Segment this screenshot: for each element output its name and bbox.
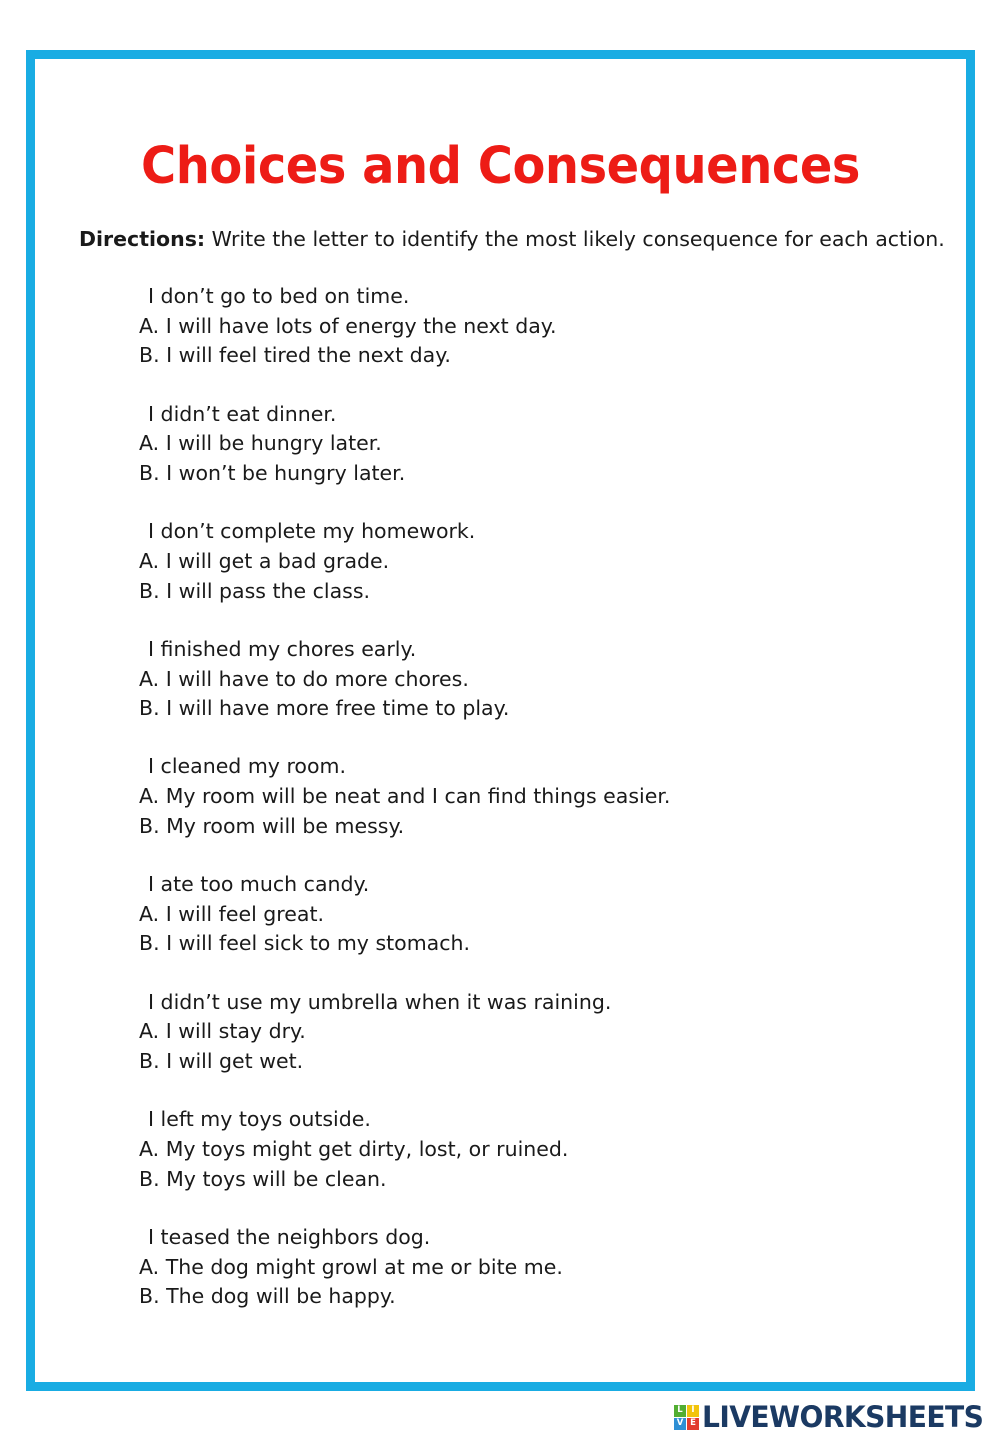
answer-option[interactable] — [139, 900, 946, 930]
answer-option[interactable] — [139, 341, 946, 371]
question-prompt: I left my toys outside. — [148, 1107, 371, 1132]
question-block — [139, 1223, 946, 1312]
liveworksheets-logo — [674, 1397, 992, 1437]
option-text: I will stay dry. — [159, 1019, 306, 1044]
answer-option[interactable] — [139, 1282, 946, 1312]
answer-option[interactable] — [139, 1135, 946, 1165]
option-text: I will have to do more chores. — [159, 666, 469, 691]
option-text: My room will be messy. — [159, 813, 405, 838]
option-letter: A. — [139, 784, 160, 809]
question-prompt: I didn’t eat dinner. — [148, 401, 337, 426]
answer-option[interactable] — [139, 782, 946, 812]
option-text: I will have more free time to play. — [159, 696, 510, 721]
option-letter: B. — [139, 578, 160, 603]
option-letter: A. — [139, 901, 160, 926]
question-block — [139, 870, 946, 959]
question-prompt: I don’t go to bed on time. — [148, 284, 410, 308]
option-letter: A. — [139, 431, 160, 456]
question-prompt: I cleaned my room. — [148, 754, 347, 779]
option-text: I will feel tired the next day. — [159, 343, 451, 368]
option-text: The dog might growl at me or bite me. — [159, 1254, 563, 1279]
logo-cell-v: V — [674, 1418, 686, 1430]
answer-option[interactable] — [139, 312, 946, 342]
option-text: I won’t be hungry later. — [159, 461, 406, 486]
directions-text: Write the letter to identify the most likely consequence for each action. — [205, 227, 945, 251]
answer-option[interactable] — [139, 577, 946, 607]
question-block — [139, 517, 946, 606]
logo-cell-l: L — [674, 1405, 686, 1417]
answer-option[interactable] — [139, 1165, 946, 1195]
option-letter: B. — [139, 1166, 160, 1191]
liveworksheets-wordmark: LIVEWORKSHEETS — [701, 1399, 984, 1434]
option-letter: A. — [139, 1136, 160, 1161]
option-letter: B. — [139, 813, 160, 838]
question-block — [139, 988, 946, 1077]
liveworksheets-mark-icon — [674, 1405, 699, 1430]
answer-option[interactable] — [139, 459, 946, 489]
answer-option[interactable] — [139, 665, 946, 695]
worksheet-frame — [26, 50, 975, 1391]
option-text: I will get wet. — [159, 1049, 304, 1074]
option-letter: A. — [139, 1019, 160, 1044]
question-prompt: I finished my chores early. — [148, 636, 417, 661]
answer-option[interactable] — [139, 1253, 946, 1283]
question-prompt: I don’t complete my homework. — [148, 519, 476, 544]
option-letter: A. — [139, 313, 160, 338]
answer-option[interactable] — [139, 812, 946, 842]
question-block — [139, 752, 946, 841]
question-block — [139, 1105, 946, 1194]
question-block — [139, 635, 946, 724]
option-letter: B. — [139, 343, 160, 368]
option-letter: B. — [139, 1049, 160, 1074]
option-text: My room will be neat and I can find things easier. — [159, 784, 671, 809]
question-prompt: I teased the neighbors dog. — [148, 1224, 431, 1249]
question-prompt: I didn’t use my umbrella when it was raining. — [148, 989, 612, 1014]
logo-cell-i: I — [687, 1405, 699, 1417]
directions-label: Directions: — [79, 227, 206, 251]
answer-option[interactable] — [139, 929, 946, 959]
option-text: I will be hungry later. — [159, 431, 382, 456]
option-text: The dog will be happy. — [159, 1284, 396, 1309]
option-text: I will feel great. — [159, 901, 325, 926]
option-letter: B. — [139, 1284, 160, 1309]
option-text: I will get a bad grade. — [159, 548, 390, 573]
option-letter: A. — [139, 1254, 160, 1279]
answer-option[interactable] — [139, 547, 946, 577]
option-letter: B. — [139, 461, 160, 486]
option-text: I will feel sick to my stomach. — [159, 931, 471, 956]
logo-cell-e: E — [687, 1418, 699, 1430]
question-prompt: I ate too much candy. — [148, 872, 370, 897]
answer-option[interactable] — [139, 1017, 946, 1047]
option-text: My toys might get dirty, lost, or ruined. — [159, 1136, 569, 1161]
option-text: I will pass the class. — [159, 578, 371, 603]
directions — [79, 227, 956, 252]
page-title: Choices and Consequences — [141, 137, 860, 197]
question-block — [139, 400, 946, 489]
option-letter: A. — [139, 548, 160, 573]
answer-option[interactable] — [139, 1047, 946, 1077]
option-letter: B. — [139, 696, 160, 721]
option-text: My toys will be clean. — [159, 1166, 387, 1191]
question-block — [139, 282, 946, 371]
option-letter: B. — [139, 931, 160, 956]
answer-option[interactable] — [139, 429, 946, 459]
option-text: I will have lots of energy the next day. — [159, 313, 557, 338]
question-list — [139, 282, 946, 1340]
answer-option[interactable] — [139, 694, 946, 724]
option-letter: A. — [139, 666, 160, 691]
